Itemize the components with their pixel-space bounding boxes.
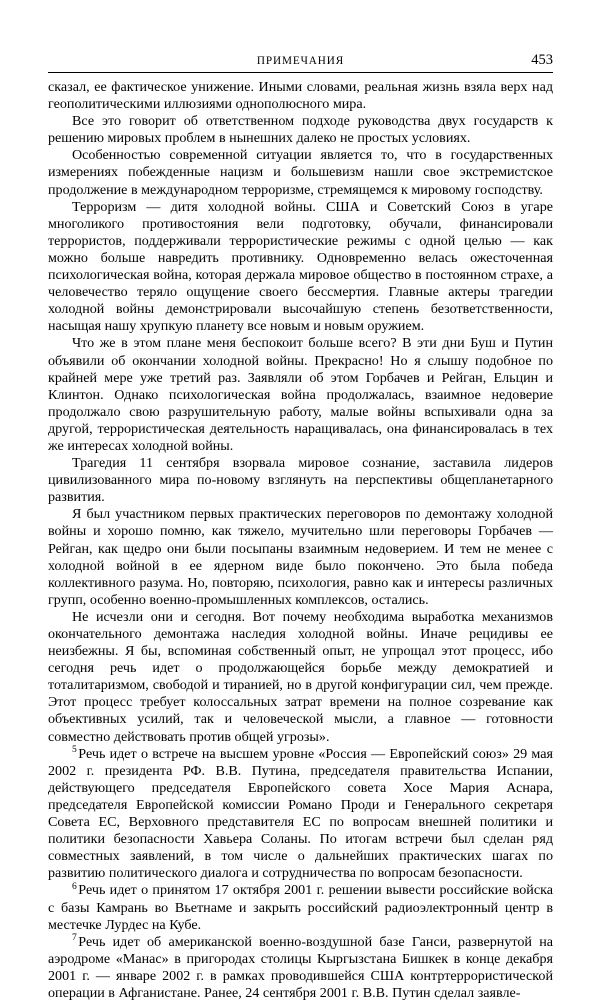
paragraph-text: Трагедия 11 сентября взорвала мировое сознание, заставила лидеров цивилизованного мира по-новому взглянуть на перспективы общепланетарного развития. bbox=[48, 455, 553, 506]
header-rule bbox=[48, 72, 553, 73]
paragraph bbox=[48, 455, 553, 506]
paragraph bbox=[48, 609, 553, 746]
paragraph bbox=[48, 147, 553, 198]
footnote-marker: 7 bbox=[72, 932, 77, 943]
text-block bbox=[48, 79, 553, 1002]
footnote bbox=[48, 743, 553, 883]
footnote-text: Речь идет о встрече на высшем уровне «Россия — Европейский союз» 29 мая 2002 г. президента РФ. В.В. Путина, председателя правительства Испании, действующего председателя Европейского совета Хосе Мария Аснара, председателя Европейской комиссии Романо Проди и Генерального секретаря Совета ЕС, Верховного представителя ЕС по вопросам внешней политики и политики безопасности Хавьера Соланы. По итогам встречи был сделан ряд совместных заявлений, в том числе о дальнейших практических шагах по развитию политического диалога и сотрудничества по вопросам безопасности. bbox=[48, 745, 553, 882]
footnote bbox=[48, 882, 553, 933]
footnote-text: Речь идет о принятом 17 октября 2001 г. решении вывести российские войска с базы Камрань во Вьетнаме и закрыть российский радиоэлектронный центр в местечке Лурдес на Кубе. bbox=[48, 882, 553, 933]
footnote-marker: 5 bbox=[72, 743, 77, 755]
paragraph-text: Терроризм — дитя холодной войны. США и Советский Союз в угаре многоликого противостояния вели подготовку, обучали, финансировали террористов, поддерживали террористические режимы с одной целью — как можно больше навредить противнику. Одновременно велась ожесточенная психологическая война, которая держала мировое общество в постоянном страхе, а человечество теряло ощущение своего бессмертия. Главные актеры трагедии холодной войны демонстрировали высочайшую степень безответственности, насыщая нашу хрупкую планету все новым и новым оружием. bbox=[48, 198, 553, 335]
footnote bbox=[48, 934, 553, 1002]
paragraph bbox=[48, 506, 553, 609]
paragraph-text: Все это говорит об ответственном подходе руководства двух государств к решению мировых проблем в нынешних далеко не простых условиях. bbox=[48, 113, 553, 147]
paragraph-text: Я был участником первых практических переговоров по демонтажу холодной войны и хорошо помню, как тяжело, мучительно шли переговоры Горбачев — Рейган, как щедро они были посыпаны взаимным недоверием. И тем не менее с холодной войной в ее ядерном виде было покончено. Это была победа коллективного разума. Но, повторяю, психология, равно как и интересы различных групп, особенно военно-промышленных комплексов, остались. bbox=[48, 506, 553, 608]
footnote-text: Речь идет об американской военно-воздушной базе Ганси, развернутой на аэродроме «Манас» в пригородах столицы Кыргызстана Бишкек в конце декабря 2001 г. — январе 2002 г. в рамках проводившейся США контртеррористической операции в Афганистане. Ранее, 24 сентября 2001 г. В.В. Путин сделал заявле- bbox=[48, 933, 553, 1001]
footnote-marker: 6 bbox=[72, 880, 77, 892]
paragraph bbox=[48, 79, 553, 113]
paragraph-text: Не исчезли они и сегодня. Вот почему необходима выработка механизмов окончательного демонтажа наследия холодной войны. Иначе рецидивы ее неизбежны. Я бы, вспоминая собственный опыт, не упрощал этот процесс, ибо сегодня речь идет о продолжающейся борьбе между демократией и тоталитаризмом, свободой и тиранией, но в другой конфигурации сил, чем прежде. Этот процесс требует колоссальных затрат времени на полное созревание как объективных усилий, так и человеческой мысли, а главное — готовности совместно действовать против общей угрозы». bbox=[48, 608, 553, 745]
running-head-title: ПРИМЕЧАНИЯ bbox=[256, 55, 345, 67]
page-number: 453 bbox=[531, 52, 553, 68]
running-head-inner bbox=[48, 54, 553, 71]
paragraph-text: Что же в этом плане меня беспокоит больше всего? В эти дни Буш и Путин объявили об окончании холодной войны. Прекрасно! Но я слышу подобное по крайней мере уже третий раз. Заявляли об этом Горбачев и Рейган, Ельцин и Клинтон. Однако психологическая война продолжалась, взаимное недоверие продолжало свою разрушительную работу, малые войны вспыхивали одна за другой, террористическая деятельность наращивалась, она финансировалась в тех же интересах холодной войны. bbox=[48, 335, 553, 454]
running-head bbox=[48, 54, 553, 76]
paragraph bbox=[48, 335, 553, 455]
paragraph-text: Особенностью современной ситуации является то, что в государственных измерениях побежденные нацизм и большевизм нашли свое экстремистское продолжение в международном терроризме, стремящемся к мировому господству. bbox=[48, 147, 553, 198]
paragraph bbox=[48, 199, 553, 336]
paragraph-text: сказал, ее фактическое унижение. Иными словами, реальная жизнь взяла верх над геополитическими иллюзиями однополюсного мира. bbox=[48, 79, 553, 113]
paragraph bbox=[48, 113, 553, 147]
